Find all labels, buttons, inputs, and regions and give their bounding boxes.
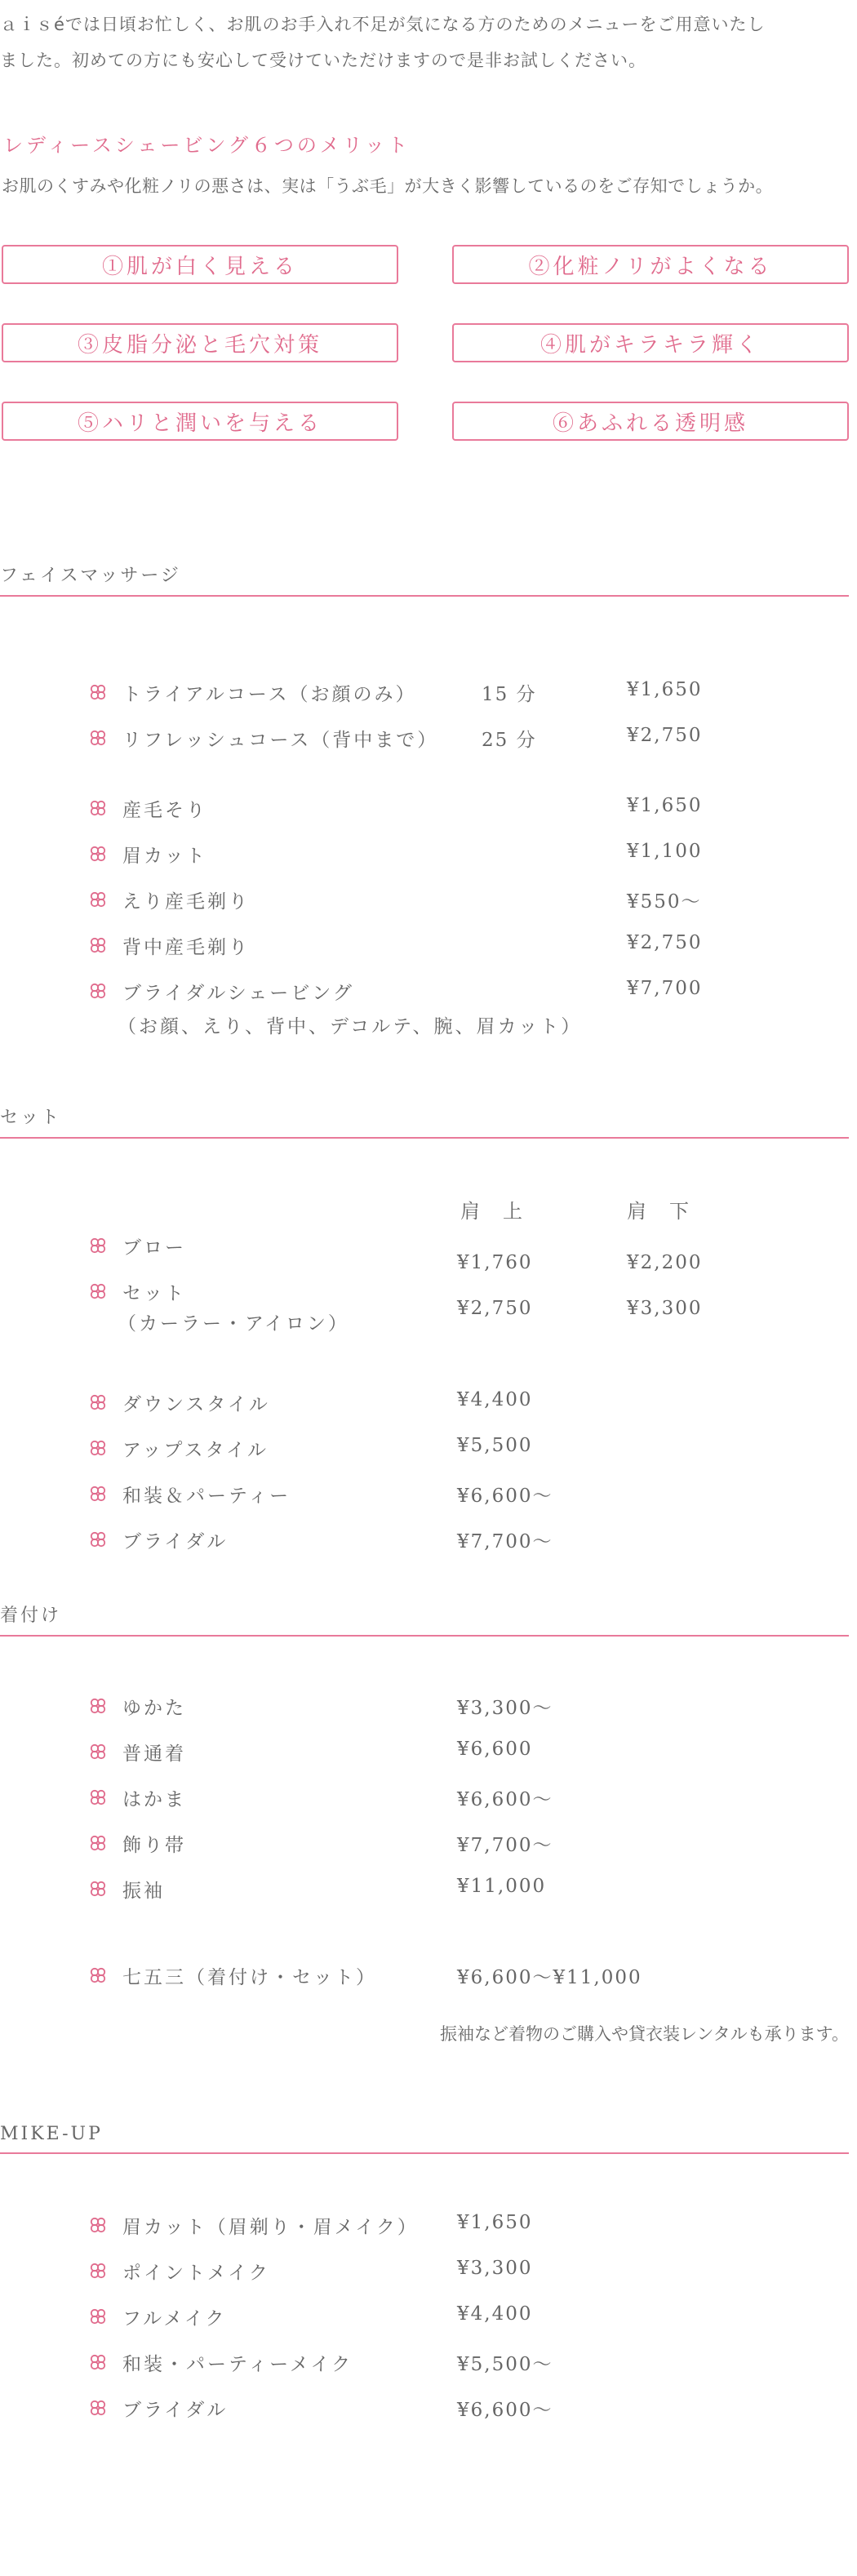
menu-row bbox=[90, 886, 250, 913]
menu-row bbox=[90, 978, 582, 1038]
menu-item-price: ¥6,600 bbox=[457, 1739, 533, 1760]
flower-icon bbox=[90, 1486, 106, 1502]
flower-icon bbox=[90, 937, 106, 953]
flower-icon bbox=[90, 1835, 106, 1851]
menu-item-price: ¥2,750 bbox=[627, 725, 703, 746]
menu-item-subtext: （カーラー・アイロン） bbox=[118, 1313, 349, 1335]
flower-icon bbox=[90, 2308, 106, 2325]
menu-item-name: ブライダル bbox=[122, 2400, 229, 2421]
menu-item-price: ¥5,500 bbox=[457, 1435, 533, 1456]
flower-icon bbox=[90, 2354, 106, 2370]
menu-item-price: ¥6,600～ bbox=[457, 1789, 553, 1810]
flower-icon bbox=[90, 684, 106, 700]
menu-item-price: ¥3,300 bbox=[457, 2258, 533, 2279]
menu-item-name: 産毛そり bbox=[122, 800, 207, 821]
column-heading-below-shoulder: 肩 下 bbox=[627, 1200, 690, 1223]
flower-icon bbox=[90, 1743, 106, 1760]
section-heading-set: セット bbox=[0, 1104, 849, 1139]
menu-item-name: 眉カット bbox=[122, 846, 207, 867]
flower-icon bbox=[90, 1698, 106, 1714]
menu-item-price-below: ¥3,300 bbox=[627, 1298, 703, 1319]
menu-item-subtext: （お顔、えり、背中、デコルテ、腕、眉カット） bbox=[118, 1016, 583, 1037]
menu-item-price: ¥7,700 bbox=[627, 978, 703, 999]
menu-item-title: セット bbox=[122, 1283, 186, 1304]
flower-icon bbox=[90, 1789, 106, 1805]
menu-row bbox=[90, 2303, 226, 2330]
menu-item-name bbox=[118, 1278, 349, 1335]
menu-row bbox=[90, 2395, 228, 2422]
merit-box-1: ①肌が白く見える bbox=[2, 245, 398, 284]
menu-item-price: ¥6,600～ bbox=[457, 2400, 553, 2421]
menu-item-name: 七五三（着付け・セット） bbox=[122, 1967, 377, 1988]
merit-box-2: ②化粧ノリがよくなる bbox=[452, 245, 849, 284]
section-heading-kitsuke: 着付け bbox=[0, 1601, 849, 1637]
menu-row bbox=[90, 1232, 186, 1259]
merit-box-5: ⑤ハリと潤いを与える bbox=[2, 402, 398, 441]
menu-item-name: ポイントメイク bbox=[122, 2263, 270, 2284]
flower-icon bbox=[90, 846, 106, 862]
menu-item-name: 普通着 bbox=[122, 1743, 186, 1765]
flower-icon bbox=[90, 1283, 106, 1299]
menu-item-price: ¥1,650 bbox=[457, 2212, 533, 2233]
menu-item-time: 25 分 bbox=[482, 730, 537, 751]
menu-row bbox=[90, 1278, 349, 1335]
section-heading-makeup: MIKE-UP bbox=[0, 2124, 849, 2154]
intro-line-2: ました。初めての方にも安心して受けていただけますので是非お試しください。 bbox=[0, 51, 646, 70]
menu-row bbox=[90, 1876, 165, 1903]
menu-item-name: 眉カット（眉剃り・眉メイク） bbox=[122, 2217, 419, 2238]
menu-item-title: ブライダルシェービング bbox=[122, 983, 354, 1004]
menu-item-price: ¥1,650 bbox=[627, 679, 703, 700]
flower-icon bbox=[90, 730, 106, 746]
menu-item-name: ブライダル bbox=[122, 1531, 229, 1552]
menu-item-price: ¥3,300～ bbox=[457, 1698, 553, 1719]
menu-row bbox=[90, 1481, 291, 1508]
menu-item-name: 飾り帯 bbox=[122, 1835, 186, 1856]
flower-icon bbox=[90, 1394, 106, 1410]
menu-row bbox=[90, 1962, 377, 1989]
menu-item-name: はかま bbox=[122, 1789, 186, 1810]
menu-row bbox=[90, 2258, 270, 2285]
flower-icon bbox=[90, 1531, 106, 1548]
menu-row bbox=[90, 2212, 419, 2239]
menu-row bbox=[90, 1435, 269, 1462]
intro-line-1: ａｉｓéでは日頃お忙しく、お肌のお手入れ不足が気になる方のためのメニューをご用意いたし bbox=[0, 15, 766, 34]
menu-row bbox=[90, 841, 207, 868]
menu-row bbox=[90, 795, 207, 822]
menu-item-price: ¥4,400 bbox=[457, 2303, 533, 2325]
menu-item-name: ブロー bbox=[122, 1237, 186, 1259]
menu-item-price: ¥5,500～ bbox=[457, 2354, 553, 2375]
menu-item-name: ダウンスタイル bbox=[122, 1394, 270, 1415]
merit-box-4: ④肌がキラキラ輝く bbox=[452, 323, 849, 362]
menu-item-price-above: ¥1,760 bbox=[457, 1252, 533, 1273]
flower-icon bbox=[90, 983, 106, 999]
menu-item-name: アップスタイル bbox=[122, 1440, 269, 1461]
menu-row bbox=[90, 679, 417, 706]
menu-item-name: トライアルコース（お顔のみ） bbox=[122, 684, 417, 705]
column-heading-above-shoulder: 肩 上 bbox=[460, 1200, 524, 1223]
menu-item-price: ¥1,650 bbox=[627, 795, 703, 816]
flower-icon bbox=[90, 1237, 106, 1254]
menu-item-price: ¥6,600～¥11,000 bbox=[457, 1967, 642, 1988]
menu-row bbox=[90, 1526, 228, 1553]
merit-box-3: ③皮脂分泌と毛穴対策 bbox=[2, 323, 398, 362]
merit-box-6: ⑥あふれる透明感 bbox=[452, 402, 849, 441]
menu-row bbox=[90, 1830, 186, 1857]
section-heading-face: フェイスマッサージ bbox=[0, 562, 849, 597]
menu-row bbox=[90, 1389, 270, 1416]
menu-item-name: フルメイク bbox=[122, 2308, 227, 2330]
kitsuke-note: 振袖など着物のご購入や貸衣装レンタルも承ります。 bbox=[440, 2024, 849, 2044]
menu-item-time: 15 分 bbox=[482, 684, 537, 705]
menu-item-price: ¥7,700～ bbox=[457, 1531, 553, 1552]
menu-item-price: ¥11,000 bbox=[457, 1876, 547, 1897]
menu-item-name: リフレッシュコース（背中まで） bbox=[122, 730, 439, 751]
menu-item-price: ¥6,600～ bbox=[457, 1486, 553, 1507]
menu-row bbox=[90, 932, 250, 959]
flower-icon bbox=[90, 1967, 106, 1983]
menu-row bbox=[90, 1784, 186, 1811]
flower-icon bbox=[90, 1440, 106, 1456]
menu-item-price: ¥2,750 bbox=[627, 932, 703, 953]
menu-item-price-below: ¥2,200 bbox=[627, 1252, 703, 1273]
flower-icon bbox=[90, 2217, 106, 2233]
menu-item-name: えり産毛剃り bbox=[122, 891, 250, 913]
flower-icon bbox=[90, 2263, 106, 2279]
menu-item-price: ¥1,100 bbox=[627, 841, 703, 862]
menu-row bbox=[90, 1693, 186, 1720]
merit-title: レディースシェービング６つのメリット bbox=[3, 134, 411, 157]
menu-row bbox=[90, 1739, 186, 1765]
flower-icon bbox=[90, 891, 106, 908]
menu-item-name: 振袖 bbox=[122, 1881, 165, 1902]
menu-item-name: 背中産毛剃り bbox=[122, 937, 250, 958]
menu-item-name: 和装・パーティーメイク bbox=[122, 2354, 353, 2375]
menu-item-price: ¥7,700～ bbox=[457, 1835, 553, 1856]
menu-item-price: ¥4,400 bbox=[457, 1389, 533, 1410]
flower-icon bbox=[90, 1881, 106, 1897]
menu-row bbox=[90, 725, 438, 752]
merit-description: お肌のくすみや化粧ノリの悪さは、実は「うぶ毛」が大きく影響しているのをご存知でしょうか。 bbox=[2, 176, 774, 196]
flower-icon bbox=[90, 800, 106, 816]
menu-item-price-above: ¥2,750 bbox=[457, 1298, 533, 1319]
flower-icon bbox=[90, 2400, 106, 2416]
menu-item-price: ¥550～ bbox=[627, 891, 702, 913]
menu-item-name: 和装＆パーティー bbox=[122, 1486, 291, 1507]
menu-item-name bbox=[118, 978, 583, 1038]
menu-item-name: ゆかた bbox=[122, 1698, 186, 1719]
menu-row bbox=[90, 2349, 353, 2376]
intro-text bbox=[0, 7, 849, 78]
